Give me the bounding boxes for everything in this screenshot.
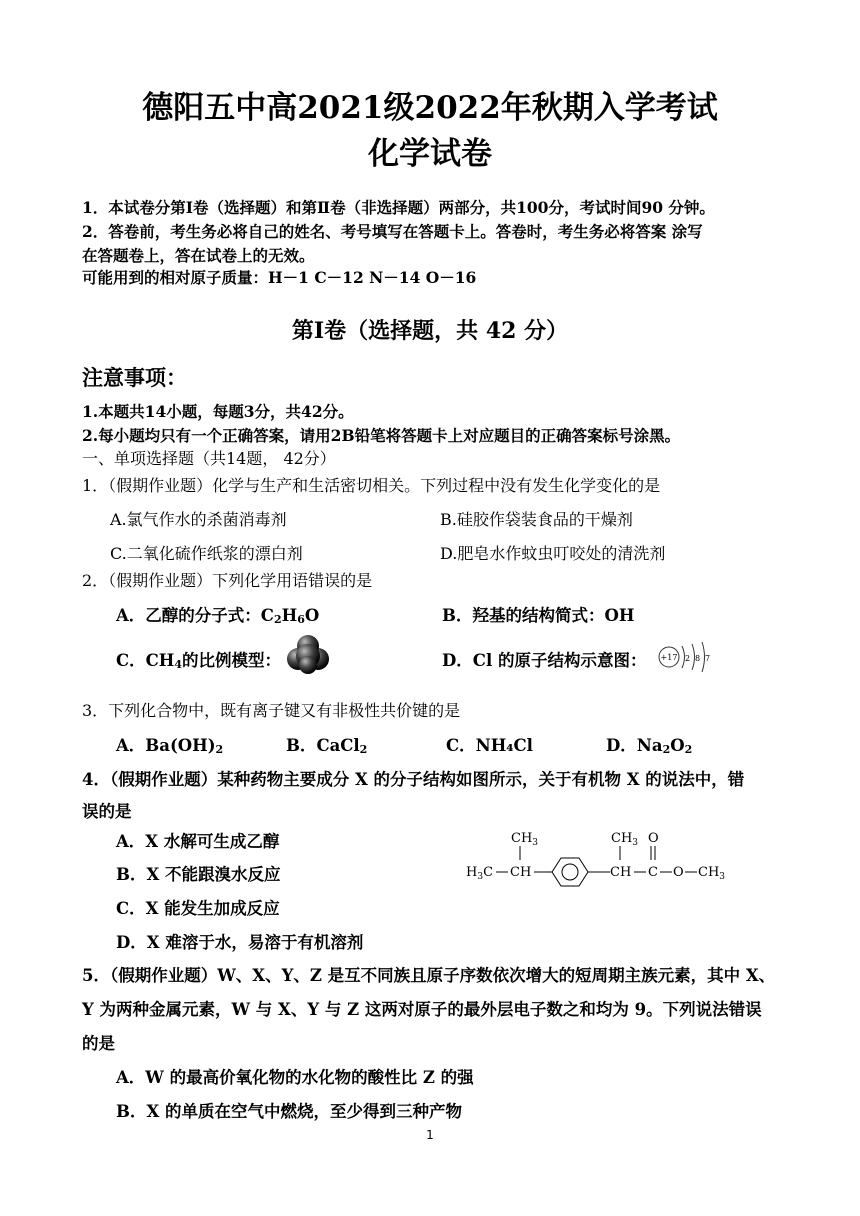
part-heading: 一、单项选择题（共14题， 42分） [82, 449, 336, 468]
q1-option-c: C.二氧化硫作纸浆的漂白剂 [110, 544, 303, 563]
q5-stem-line-2: Y 为两种金属元素，W 与 X、Y 与 Z 这两对原子的最外层电子数之和均为 9。下列说法错误 [82, 1000, 762, 1019]
q4-option-b: B．X 不能跟溴水反应 [116, 865, 281, 884]
note-line-1: 1．本试卷分第Ⅰ卷（选择题）和第Ⅱ卷（非选择题）两部分，共100分，考试时间90 分钟。 [82, 198, 715, 217]
molecule-x-structure [460, 822, 740, 888]
q2-option-d: D．Cl 的原子结构示意图： [442, 651, 647, 670]
atomic-mass-line: 可能用到的相对原子质量：H－1 C－12 N－14 O－16 [82, 268, 477, 287]
q2-option-c: C．$CH_4$的比例模型： [116, 651, 282, 671]
shell-3-electrons: 7 [705, 654, 711, 663]
q1-option-b: B.硅胶作袋装食品的干燥剂 [440, 510, 633, 529]
exam-subtitle: 化学试卷 [368, 136, 492, 172]
exam-title: 德阳五中高2021级2022年秋期入学考试 [142, 90, 718, 126]
q3-option-b: B．CaCl$_2$ [286, 736, 368, 756]
q3-option-a: A．$Ba(OH)_2$ [116, 736, 224, 756]
note-line-2: 2．答卷前，考生务必将自己的姓名、考号填写在答题卡上。答卷时，考生务必将答案 涂写 [82, 222, 703, 241]
methane-space-filling-model [284, 634, 332, 674]
carbonyl-carbon: C [648, 865, 658, 880]
ester-oxygen: O [673, 865, 684, 880]
carbonyl-oxygen: O [648, 831, 659, 846]
ch-right: CH [610, 865, 632, 880]
shell-1-electrons: 2 [685, 654, 691, 663]
attention-item-1: 1.本题共14小题，每题3分，共42分。 [82, 402, 354, 421]
q5-stem-line-3: 的是 [82, 1034, 115, 1053]
q5-stem-line-1: 5．（假期作业题）W、X、Y、Z 是互不同族且原子序数依次增大的短周期主族元素，其中 X、 [82, 966, 776, 985]
section-title: 第Ⅰ卷（选择题，共 42 分） [291, 318, 569, 344]
q2-stem: 2．（假期作业题）下列化学用语错误的是 [82, 571, 373, 590]
q1-stem: 1．（假期作业题）化学与生产和生活密切相关。下列过程中没有发生化学变化的是 [82, 476, 661, 495]
q3-option-d: D．$Na_2O_2$ [606, 736, 693, 756]
shell-2-electrons: 8 [695, 654, 701, 663]
q1-option-a: A.氯气作水的杀菌消毒剂 [110, 510, 287, 529]
q5-option-a: A．W 的最高价氧化物的水化物的酸性比 Z 的强 [116, 1068, 474, 1087]
page-number: 1 [426, 1128, 434, 1142]
q3-stem: 3．下列化合物中，既有离子键又有非极性共价键的是 [82, 701, 461, 720]
h3c-group: $H_3C$ [466, 865, 494, 882]
attention-item-2: 2.每小题均只有一个正确答案，请用2B铅笔将答题卡上对应题目的正确答案标号涂黑。 [82, 426, 681, 445]
q4-option-d: D．X 难溶于水，易溶于有机溶剂 [116, 933, 364, 952]
ch3-top-right: $CH_3$ [611, 831, 639, 848]
q4-stem-line-2: 误的是 [82, 802, 132, 821]
q5-option-b: B．X 的单质在空气中燃烧，至少得到三种产物 [116, 1102, 462, 1121]
q2-option-a: A．乙醇的分子式：$C_2H_6O$ [116, 606, 320, 626]
attention-heading: 注意事项： [82, 365, 187, 390]
q4-stem-line-1: 4．（假期作业题）某种药物主要成分 X 的分子结构如图所示，关于有机物 X 的说法中，错 [82, 770, 745, 789]
q2-option-b: B．羟基的结构简式：OH [442, 606, 635, 625]
q4-option-a: A．X 水解可生成乙醇 [116, 832, 280, 851]
ch3-top-left: $CH_3$ [511, 831, 539, 848]
nucleus-charge: +17 [660, 653, 678, 662]
q1-option-d: D.肥皂水作蚊虫叮咬处的清洗剂 [440, 544, 666, 563]
ch3-methyl-end: $CH_3$ [698, 865, 726, 882]
chlorine-atom-structure-diagram [656, 638, 716, 674]
note-line-3: 在答题卷上，答在试卷上的无效。 [82, 246, 315, 265]
q3-option-c: C．NH₄Cl [446, 736, 533, 755]
ch-left: CH [510, 865, 532, 880]
q4-option-c: C．X 能发生加成反应 [116, 899, 280, 918]
